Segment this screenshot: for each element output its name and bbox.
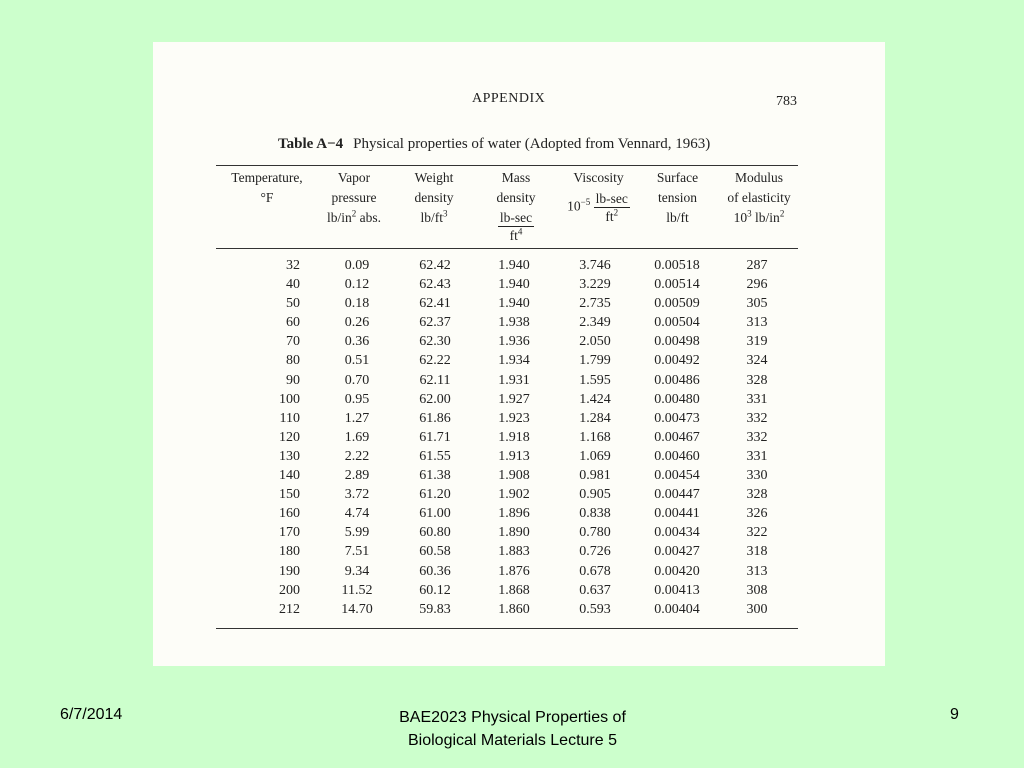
table-cell: 60.80: [419, 525, 451, 541]
column-vapor-pressure: [329, 256, 385, 619]
header-modulus: Modulus of elasticity $10^3$ $lb/in^2$: [727, 170, 791, 225]
table-cell: 40: [286, 277, 300, 293]
table-cell: 0.00434: [654, 525, 700, 541]
table-cell: 0.726: [579, 544, 611, 560]
table-cell: 1.27: [344, 410, 370, 426]
table-cell: 1.876: [498, 563, 530, 579]
table-cell: 1.860: [498, 601, 530, 617]
table-cell: 2.050: [579, 334, 611, 350]
table-cell: 1.940: [498, 258, 530, 273]
table-cell: 50: [286, 296, 300, 312]
table-cell: 1.931: [498, 372, 530, 388]
table-cell: 331: [746, 391, 768, 407]
table-cell: 0.95: [344, 391, 370, 407]
table-cell: 110: [279, 410, 300, 426]
table-cell: 0.00492: [654, 353, 700, 369]
column-weight-density: [409, 256, 461, 619]
table-cell: 0.26: [344, 315, 370, 331]
table-cell: 1.69: [344, 429, 370, 445]
table-cell: 1.913: [498, 448, 530, 464]
table-cell: 62.30: [419, 334, 451, 350]
table-cell: 1.940: [498, 277, 530, 293]
table-cell: 0.780: [579, 525, 611, 541]
table-cell: 0.678: [579, 563, 611, 579]
scanned-table-image: [153, 42, 885, 666]
table-cell: 1.896: [498, 506, 530, 522]
table-cell: 1.938: [498, 315, 530, 331]
table-cell: 1.890: [498, 525, 530, 541]
appendix-label: APPENDIX: [472, 91, 546, 106]
table-cell: 60.58: [419, 544, 451, 560]
table-cell: 0.00473: [654, 410, 700, 426]
table-cell: 0.00504: [654, 315, 700, 331]
table-cell: 190: [279, 563, 300, 579]
table-cell: 212: [279, 601, 300, 617]
table-cell: 287: [746, 258, 768, 273]
table-cell: 3.746: [579, 258, 611, 273]
table-cell: 1.936: [498, 334, 530, 350]
table-cell: 60: [286, 315, 300, 331]
table-cell: 60.12: [419, 582, 451, 598]
footer-title: [350, 706, 675, 752]
table-cell: 319: [746, 334, 768, 350]
table-cell: 14.70: [341, 601, 373, 617]
table-cell: 1.923: [498, 410, 530, 426]
table-cell: 330: [746, 468, 768, 484]
table-cell: 331: [746, 448, 768, 464]
table-cell: 7.51: [344, 544, 370, 560]
table-cell: 0.00454: [654, 468, 700, 484]
table-cell: 3.229: [579, 277, 611, 293]
table-cell: 61.86: [419, 410, 451, 426]
table-cell: 80: [286, 353, 300, 369]
table-cell: 62.43: [419, 277, 451, 293]
header-surface-tension: Surface tension lb/ft: [656, 170, 699, 225]
table-cell: 0.36: [344, 334, 370, 350]
table-cell: 0.593: [579, 601, 611, 617]
header-temperature: Temperature, °F: [231, 170, 303, 205]
top-rule: [216, 165, 798, 166]
table-cell: 2.349: [579, 315, 611, 331]
table-cell: 1.284: [579, 410, 611, 426]
header-weight-density: Weight density $lb/ft^3$: [414, 170, 454, 225]
bottom-rule: [216, 628, 798, 629]
table-cell: 180: [279, 544, 300, 560]
table-cell: 1.868: [498, 582, 530, 598]
table-cell: 59.83: [419, 601, 451, 617]
table-cell: 130: [279, 448, 300, 464]
table-cell: 296: [746, 277, 768, 293]
header-viscosity: Viscosity $10^{-5}$ $\frac{lb-\sec}{ft^2}$: [567, 170, 628, 224]
table-cell: 1.902: [498, 487, 530, 503]
table-cell: 62.42: [419, 258, 451, 273]
table-cell: 60.36: [419, 563, 451, 579]
footer-title-line1: BAE2023 Physical Properties of: [399, 709, 626, 726]
table-title: Physical properties of water (Adopted from Vennard, 1963): [353, 136, 711, 152]
slide-number: 9: [950, 706, 959, 723]
table-cell: 3.72: [344, 487, 370, 503]
table-cell: 9.34: [344, 563, 370, 579]
table-cell: 0.00420: [654, 563, 700, 579]
table-cell: 0.00509: [654, 296, 700, 312]
table-cell: 0.00441: [654, 506, 700, 522]
header-vapor-pressure: Vapor pressure $lb/in^2$ abs.: [326, 170, 381, 225]
table-cell: 322: [746, 525, 768, 541]
table-cell: 61.38: [419, 468, 451, 484]
table-cell: 328: [746, 487, 768, 503]
table-cell: 318: [746, 544, 768, 560]
table-cell: 62.11: [419, 372, 451, 388]
table-cell: 0.00460: [654, 448, 700, 464]
table-cell: 0.51: [344, 353, 370, 369]
table-cell: 0.00480: [654, 391, 700, 407]
table-cell: 0.00514: [654, 277, 700, 293]
table-cell: 0.00404: [654, 601, 700, 617]
table-cell: 150: [279, 487, 300, 503]
table-cell: 328: [746, 372, 768, 388]
table-cell: 1.927: [498, 391, 530, 407]
column-mass-density: [487, 256, 541, 619]
table-cell: 1.595: [579, 372, 611, 388]
table-cell: 332: [746, 429, 768, 445]
table-cell: 0.70: [344, 372, 370, 388]
column-modulus: [735, 256, 779, 619]
column-surface-tension: [645, 256, 709, 619]
table-cell: 0.00486: [654, 372, 700, 388]
table-cell: 313: [746, 563, 768, 579]
table-cell: 2.89: [344, 468, 370, 484]
table-cell: 61.55: [419, 448, 451, 464]
table-cell: 326: [746, 506, 768, 522]
table-cell: 62.00: [419, 391, 451, 407]
table-cell: 160: [279, 506, 300, 522]
table-cell: 0.00427: [654, 544, 700, 560]
table-cell: 120: [279, 429, 300, 445]
table-cell: 0.00498: [654, 334, 700, 350]
table-cell: 140: [279, 468, 300, 484]
table-cell: 61.00: [419, 506, 451, 522]
table-cell: 324: [746, 353, 768, 369]
table-cell: 4.74: [344, 506, 370, 522]
table-cell: 0.905: [579, 487, 611, 503]
table-cell: 62.22: [419, 353, 451, 369]
table-cell: 308: [746, 582, 768, 598]
footer-date: 6/7/2014: [60, 706, 123, 723]
table-cell: 11.52: [341, 582, 373, 598]
table-cell: 61.71: [419, 429, 451, 445]
table-cell: 1.918: [498, 429, 530, 445]
header-mass-density: Mass density $\frac{lb-\sec}{ft^4}$: [496, 170, 536, 243]
table-cell: 0.00518: [654, 258, 700, 273]
table-cell: 1.069: [579, 448, 611, 464]
table-cell: 100: [279, 391, 300, 407]
table-cell: 1.908: [498, 468, 530, 484]
table-cell: 62.41: [419, 296, 451, 312]
book-page-number: 783: [776, 94, 797, 109]
table-caption: [278, 136, 710, 153]
table-cell: 32: [286, 258, 300, 273]
table-cell: 1.940: [498, 296, 530, 312]
table-cell: 313: [746, 315, 768, 331]
table-cell: 170: [279, 525, 300, 541]
table-cell: 332: [746, 410, 768, 426]
table-cell: 1.934: [498, 353, 530, 369]
table-cell: 0.09: [344, 258, 370, 273]
table-cell: 200: [279, 582, 300, 598]
table-cell: 2.22: [344, 448, 370, 464]
table-cell: 0.981: [579, 468, 611, 484]
header-rule: [216, 248, 798, 249]
table-cell: 0.00467: [654, 429, 700, 445]
footer-title-line2: Biological Materials Lecture 5: [408, 732, 617, 749]
table-cell: 1.799: [579, 353, 611, 369]
table-cell: 300: [746, 601, 768, 617]
table-cell: 0.18: [344, 296, 370, 312]
table-cell: 70: [286, 334, 300, 350]
column-temperature: [235, 256, 300, 619]
table-cell: 62.37: [419, 315, 451, 331]
table-cell: 1.424: [579, 391, 611, 407]
table-cell: 0.12: [344, 277, 370, 293]
table-cell: 0.00413: [654, 582, 700, 598]
table-cell: 90: [286, 372, 300, 388]
table-cell: 0.838: [579, 506, 611, 522]
table-cell: 2.735: [579, 296, 611, 312]
table-cell: 1.883: [498, 544, 530, 560]
table-cell: 5.99: [344, 525, 370, 541]
column-viscosity: [567, 256, 623, 619]
table-cell: 0.00447: [654, 487, 700, 503]
table-cell: 305: [746, 296, 768, 312]
table-label: Table A−4: [278, 136, 344, 152]
table-cell: 1.168: [579, 429, 611, 445]
table-cell: 0.637: [579, 582, 611, 598]
table-cell: 61.20: [419, 487, 451, 503]
